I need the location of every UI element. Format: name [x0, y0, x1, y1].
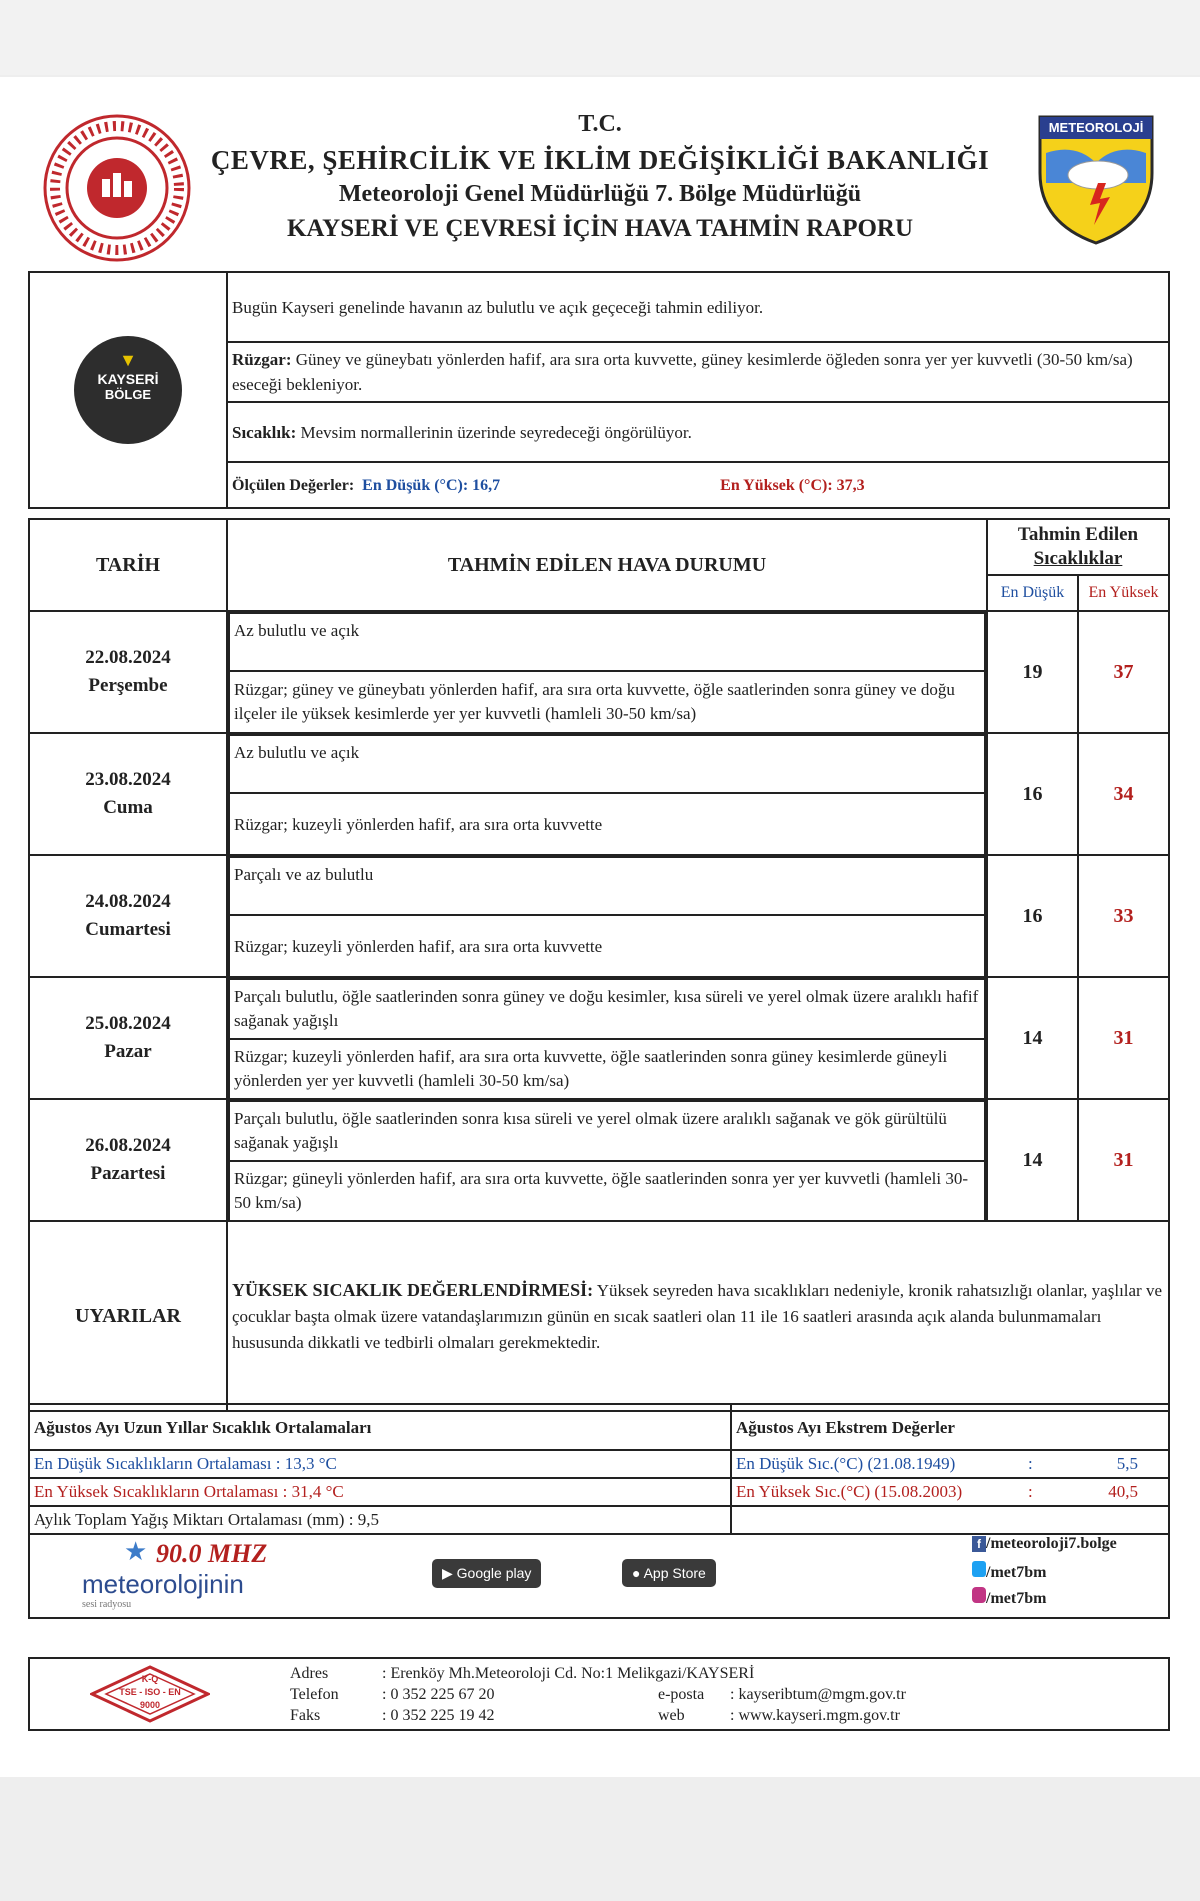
ext-max-colon: :: [1028, 1482, 1033, 1501]
facebook-handle: /meteoroloji7.bolge: [986, 1535, 1117, 1552]
forecast-max: 31: [1078, 977, 1169, 1099]
twitter-handle: /met7bm: [986, 1564, 1047, 1581]
radio-slogan: sesi radyosu: [82, 1599, 132, 1610]
address-value: : Erenköy Mh.Meteoroloji Cd. No:1 Melikgazi/KAYSERİ: [382, 1665, 755, 1682]
forecast-wind: Rüzgar; güneyli yönlerden hafif, ara sıra orta kuvvette, öğle saatlerinden sonra yer yer kuvvetli (hamleli 30-50 km/sa): [234, 1169, 969, 1212]
footer-box: [28, 1657, 1170, 1731]
forecast-date: 24.08.2024: [85, 891, 171, 912]
ext-max-label: En Yüksek Sıc.(°C) (15.08.2003): [736, 1482, 963, 1501]
ext-min-label: En Düşük Sıc.(°C) (21.08.1949): [736, 1454, 956, 1473]
forecast-date: 26.08.2024: [85, 1135, 171, 1156]
summary-wind-label: Rüzgar:: [232, 350, 292, 369]
col-header-temps-line1: Tahmin Edilen: [1017, 524, 1139, 545]
top-bar: [0, 0, 1200, 75]
forecast-row: [29, 855, 1169, 977]
measured-values: [228, 469, 1168, 502]
avg-rain: Aylık Toplam Yağış Miktarı Ortalaması (mm) : 9,5: [34, 1510, 379, 1529]
twitter-link[interactable]: [972, 1561, 1046, 1582]
forecast-weekday: Pazartesi: [90, 1163, 166, 1184]
col-header-max: En Yüksek: [1078, 575, 1169, 611]
web-value[interactable]: : www.kayseri.mgm.gov.tr: [730, 1707, 900, 1724]
col-header-temps: [987, 519, 1169, 575]
report-title: KAYSERİ VE ÇEVRESİ İÇİN HAVA TAHMİN RAPORU: [286, 215, 914, 242]
forecast-weekday: Cumartesi: [85, 919, 171, 940]
app-store-button[interactable]: [622, 1559, 716, 1587]
col-header-temps-line2: Sıcaklıklar: [1033, 548, 1123, 569]
forecast-table: [28, 518, 1170, 1412]
google-play-label: Google play: [456, 1565, 532, 1581]
forecast-weekday: Pazar: [104, 1041, 152, 1062]
instagram-icon: [972, 1587, 986, 1603]
header-tc: T.C.: [578, 111, 622, 137]
address-label: Adres: [290, 1665, 329, 1682]
forecast-min: 16: [987, 855, 1078, 977]
forecast-sky: Parçalı bulutlu, öğle saatlerinden sonra kısa süreli ve yerel olmak üzere aralıklı sağanak ve gök gürültülü sağanak yağışlı: [234, 1109, 947, 1152]
instagram-link[interactable]: [972, 1587, 1046, 1608]
forecast-row: [29, 1099, 1169, 1221]
online-labels: [658, 1684, 704, 1726]
fax-label: Faks: [290, 1707, 321, 1724]
forecast-wind: Rüzgar; kuzeyli yönlerden hafif, ara sıra orta kuvvette: [234, 814, 603, 834]
measured-label: Ölçülen Değerler:: [232, 476, 355, 494]
forecast-date: 25.08.2024: [85, 1013, 171, 1034]
forecast-weekday: Perşembe: [88, 675, 168, 696]
warnings-row: [29, 1221, 1169, 1411]
google-play-icon: ▶: [442, 1565, 457, 1581]
directorate-title: Meteoroloji Genel Müdürlüğü 7. Bölge Müdürlüğü: [338, 181, 862, 207]
instagram-handle: /met7bm: [986, 1590, 1047, 1607]
warnings-body: Yüksek seyreden hava sıcaklıkları nedeniyle, kronik rahatsızlığı olanlar, yaşlılar ve çocuklar başta olmak üzere vatandaşlarımızın günün en sıcak saatleri olan 11 ile 16 saatleri arasında açık alanda bulunmamaları hususunda dikkatli ve tedbirli olmaları gerekmektedir.: [232, 1280, 1163, 1352]
ext-min-colon: :: [1028, 1454, 1033, 1473]
forecast-wind: Rüzgar; güney ve güneybatı yönlerden hafif, ara sıra orta kuvvette, öğle saatlerinden sonra güney ve doğu ilçeler ile yüksek kesimlerde yer yer kuvvetli (hamleli 30-50 km/sa): [234, 680, 955, 723]
climate-table: [28, 1403, 1170, 1619]
online-values: [730, 1684, 906, 1726]
forecast-sky: Az bulutlu ve açık: [234, 743, 360, 762]
forecast-wind: Rüzgar; kuzeyli yönlerden hafif, ara sıra orta kuvvette, öğle saatlerinden sonra güney kesimlerde güneyli yönlerden yer yer kuvvetli (hamleli 30-50 km/sa): [234, 1047, 948, 1090]
col-header-date: TARİH: [29, 519, 227, 611]
forecast-min: 14: [987, 1099, 1078, 1221]
media-row: [29, 1534, 1169, 1618]
apple-icon: ●: [632, 1565, 644, 1581]
forecast-wind: Rüzgar; kuzeyli yönlerden hafif, ara sıra orta kuvvette: [234, 936, 603, 956]
phone-label: Telefon: [290, 1686, 339, 1703]
badge-shield-icon: ▼: [119, 350, 137, 370]
measured-max: En Yüksek (°C): 37,3: [720, 476, 865, 494]
col-header-min: En Düşük: [987, 575, 1078, 611]
radio-frequency: 90.0 MHZ: [156, 1539, 268, 1568]
cert-line1: K-Q: [141, 1674, 159, 1684]
forecast-min: 16: [987, 733, 1078, 855]
ext-min-value: 5,5: [1116, 1454, 1138, 1473]
summary-general: Bugün Kayseri genelinde havanın az bulutlu ve açık geçeceği tahmin ediliyor.: [232, 297, 764, 317]
forecast-sky: Parçalı bulutlu, öğle saatlerinden sonra güney ve doğu kesimler, kısa süreli ve yerel olmak üzere aralıklı hafif sağanak yağışlı: [234, 987, 979, 1030]
meteoroloji-shield-logo: [1036, 113, 1156, 247]
facebook-link[interactable]: [972, 1535, 1117, 1553]
meteoroloji-logo-text: METEOROLOJİ: [1048, 120, 1144, 135]
tse-iso-cert-logo: [90, 1665, 210, 1723]
avg-max: En Yüksek Sıcaklıkların Ortalaması : 31,4 °C: [34, 1482, 344, 1501]
kayseri-bolge-badge: [74, 336, 182, 444]
summary-temperature: [228, 416, 1168, 449]
forecast-max: 34: [1078, 733, 1169, 855]
summary-wind-text: Güney ve güneybatı yönlerden hafif, ara sıra orta kuvvette, güney kesimlerde öğleden sonra yer yer kuvvetli (30-50 km/sa) eseceği bekleniyor.: [232, 350, 1133, 394]
ext-title: Ağustos Ayı Ekstrem Değerler: [736, 1417, 955, 1437]
cert-line3: 9000: [139, 1700, 161, 1710]
ext-max-value: 40,5: [1108, 1482, 1138, 1501]
app-store-label: App Store: [643, 1565, 706, 1581]
forecast-min: 19: [987, 611, 1078, 733]
forecast-max: 37: [1078, 611, 1169, 733]
contact-labels: [290, 1663, 339, 1726]
ext-min-row: [732, 1452, 1168, 1476]
badge-cell: [29, 272, 227, 508]
forecast-date: 23.08.2024: [85, 769, 171, 790]
badge-line1: KAYSERİ: [97, 371, 159, 387]
forecast-max: 33: [1078, 855, 1169, 977]
summary-temp-text: Mevsim normallerinin üzerinde seyredeceği öngörülüyor.: [296, 422, 692, 442]
forecast-row: [29, 977, 1169, 1099]
phone-value: : 0 352 225 67 20: [382, 1686, 495, 1703]
facebook-icon: f: [972, 1536, 986, 1552]
forecast-weekday: Cuma: [103, 797, 153, 818]
forecast-sky: Az bulutlu ve açık: [234, 621, 360, 640]
forecast-min: 14: [987, 977, 1078, 1099]
radio-star-icon: ★: [124, 1537, 148, 1566]
radio-brand: meteorolojinin: [82, 1569, 244, 1599]
ministry-seal-logo: [42, 113, 192, 263]
avg-min: En Düşük Sıcaklıkların Ortalaması : 13,3 °C: [34, 1454, 337, 1473]
fax-value: : 0 352 225 19 42: [382, 1707, 495, 1724]
ext-max-row: [732, 1480, 1168, 1504]
badge-line2: BÖLGE: [104, 387, 152, 402]
summary-wind: [228, 343, 1168, 401]
warnings-label: UYARILAR: [29, 1221, 227, 1411]
measured-min: En Düşük (°C): 16,7: [362, 476, 501, 494]
summary-table: [28, 271, 1170, 509]
forecast-row: [29, 733, 1169, 855]
warnings-title: YÜKSEK SICAKLIK DEĞERLENDİRMESİ:: [232, 1279, 594, 1300]
google-play-button[interactable]: [432, 1559, 541, 1588]
summary-temp-label: Sıcaklık:: [232, 422, 297, 442]
web-label: web: [658, 1707, 685, 1724]
email-label: e-posta: [658, 1686, 705, 1703]
ministry-title: ÇEVRE, ŞEHİRCİLİK VE İKLİM DEĞİŞİKLİĞİ BAKANLIĞI: [210, 145, 990, 175]
col-header-forecast: TAHMİN EDİLEN HAVA DURUMU: [227, 519, 987, 611]
email-value[interactable]: : kayseribtum@mgm.gov.tr: [730, 1686, 906, 1703]
report-page: [0, 77, 1200, 1777]
avg-title: Ağustos Ayı Uzun Yıllar Sıcaklık Ortalamaları: [34, 1417, 372, 1437]
forecast-date: 22.08.2024: [85, 647, 171, 668]
forecast-row: [29, 611, 1169, 733]
warnings-text: [228, 1273, 1168, 1360]
twitter-icon: [972, 1561, 986, 1577]
forecast-sky: Parçalı ve az bulutlu: [234, 865, 374, 884]
forecast-max: 31: [1078, 1099, 1169, 1221]
cert-line2: TSE - ISO - EN: [119, 1687, 181, 1697]
